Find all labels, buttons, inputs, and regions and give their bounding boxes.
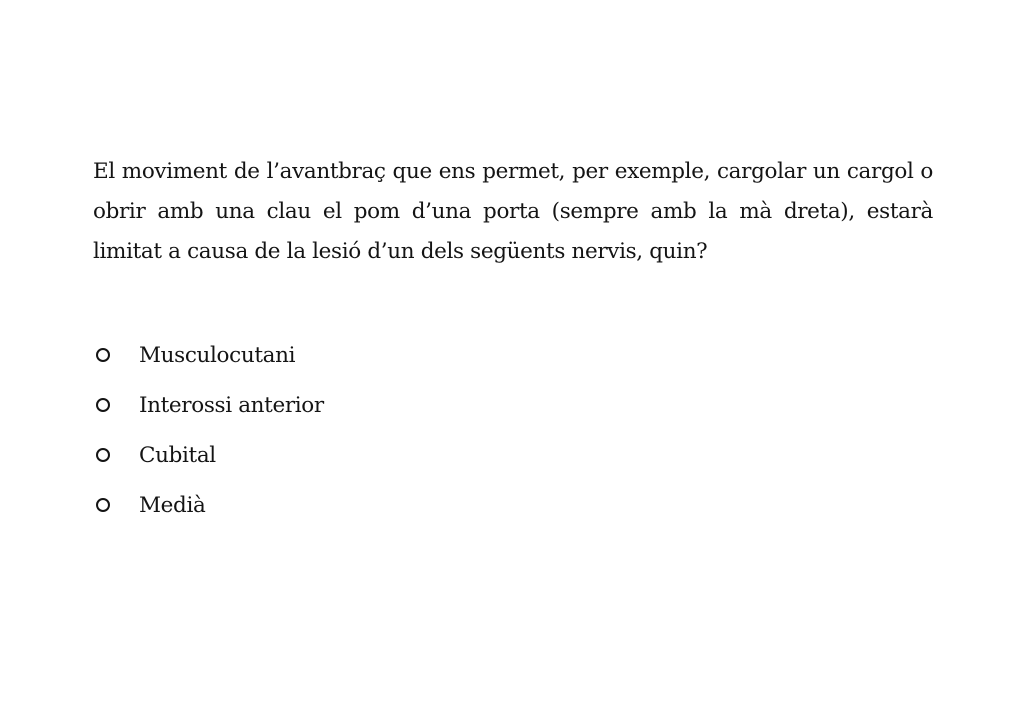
option-label: Interossi anterior	[139, 392, 324, 418]
option-media[interactable]	[93, 480, 324, 530]
radio-unchecked-icon[interactable]	[96, 448, 110, 462]
option-interossi-anterior[interactable]	[93, 380, 324, 430]
radio-unchecked-icon[interactable]	[96, 498, 110, 512]
option-label: Medià	[139, 492, 206, 518]
question-text: El moviment de l’avantbraç que ens permet, per exemple, cargolar un cargol o obrir amb una clau el pom d’una porta (sempre amb la mà dreta), estarà limitat a causa de la lesió d’un dels següents nervis, quin?	[93, 159, 933, 264]
option-label: Musculocutani	[139, 342, 296, 368]
option-cubital[interactable]	[93, 430, 324, 480]
radio-unchecked-icon[interactable]	[96, 348, 110, 362]
answer-options	[93, 330, 324, 530]
radio-unchecked-icon[interactable]	[96, 398, 110, 412]
option-musculocutani[interactable]	[93, 330, 324, 380]
option-label: Cubital	[139, 442, 216, 468]
